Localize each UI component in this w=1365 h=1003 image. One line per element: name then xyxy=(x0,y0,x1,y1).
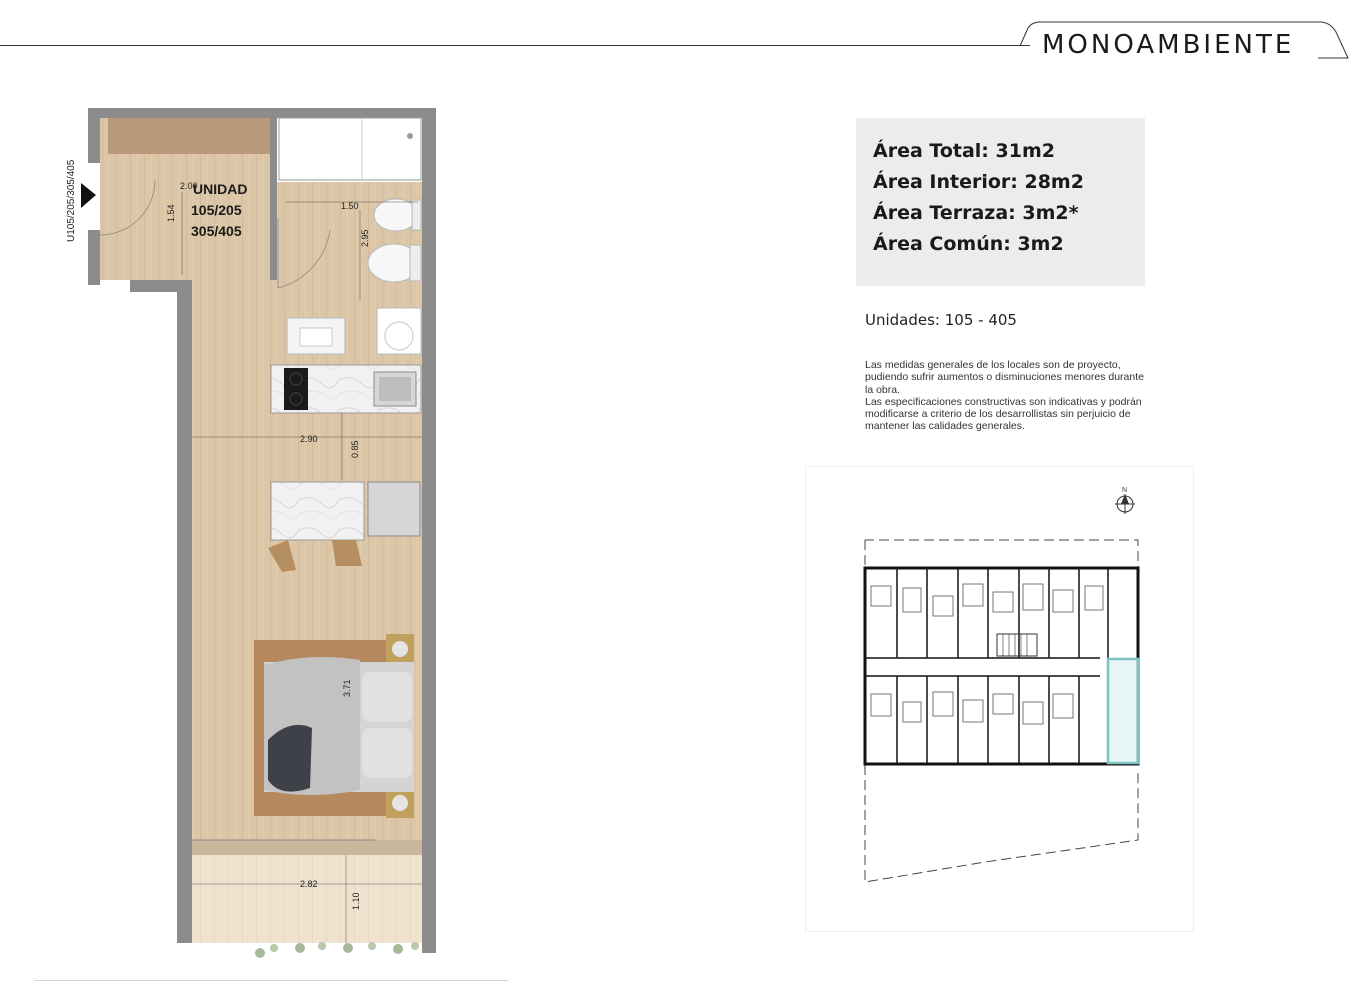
area-summary-box xyxy=(856,118,1145,286)
shower-head-icon xyxy=(407,133,413,139)
dim-living-width: 2.90 xyxy=(300,434,318,444)
unit-label-line-2: 105/205 xyxy=(191,202,242,218)
highlighted-unit xyxy=(1108,659,1138,763)
dim-terrace-width: 2.82 xyxy=(300,879,318,889)
units-line: Unidades: 105 - 405 xyxy=(865,311,1017,329)
plan-side-label: U105/205/305/405 xyxy=(66,159,77,242)
area-terrace: Área Terraza: 3m2* xyxy=(873,202,1079,224)
blanket xyxy=(268,725,312,792)
building-floorplate xyxy=(865,568,1138,764)
north-arrow-icon xyxy=(1115,494,1135,514)
dim-entry-depth: 1.54 xyxy=(166,204,176,222)
entry-arrow-icon xyxy=(81,183,96,208)
unit-label-line-3: 305/405 xyxy=(191,223,242,239)
shower xyxy=(279,118,421,180)
terrace-floor xyxy=(192,855,422,943)
dim-terrace-depth: 1.10 xyxy=(351,892,361,910)
header-rule xyxy=(0,45,1030,46)
area-common: Área Común: 3m2 xyxy=(873,233,1064,255)
dim-bath-width: 1.50 xyxy=(341,201,359,211)
unit-label-line-1: UNIDAD xyxy=(193,181,248,197)
disclaimer-paragraph-1: Las medidas generales de los locales son de proyecto, pudiendo sufrir aumentos o disminuciones menores durante la obra. xyxy=(865,359,1144,396)
floor-plan xyxy=(60,100,450,965)
disclaimer-paragraph-2: Las especificaciones constructivas son indicativas y podrán modificarse a criterio de los desarrollistas sin perjuicio de mantener las calidades generales. xyxy=(865,395,1142,433)
page-title: MONOAMBIENTE xyxy=(1042,30,1295,60)
dim-kitchen-depth: 0.85 xyxy=(350,440,360,458)
footer-rule xyxy=(34,980,508,981)
fridge xyxy=(368,482,420,536)
plant-foliage xyxy=(255,942,419,958)
pillow-bottom xyxy=(362,728,412,778)
bidet xyxy=(374,199,418,231)
closet xyxy=(108,118,270,154)
dining-table xyxy=(271,482,364,540)
north-label: N xyxy=(1122,487,1128,494)
pillow-top xyxy=(362,672,412,722)
disclaimer xyxy=(865,359,1145,433)
dim-bath-depth: 2.95 xyxy=(360,229,370,247)
area-total: Área Total: 31m2 xyxy=(873,140,1055,162)
water-heater xyxy=(377,308,421,354)
dim-bed-depth: 3.71 xyxy=(342,679,352,697)
keyplan xyxy=(805,466,1193,931)
terrace-threshold xyxy=(192,840,422,855)
dim-entry-width: 2.00 xyxy=(180,181,198,191)
cooktop xyxy=(284,368,308,410)
area-interior: Área Interior: 28m2 xyxy=(873,171,1084,193)
